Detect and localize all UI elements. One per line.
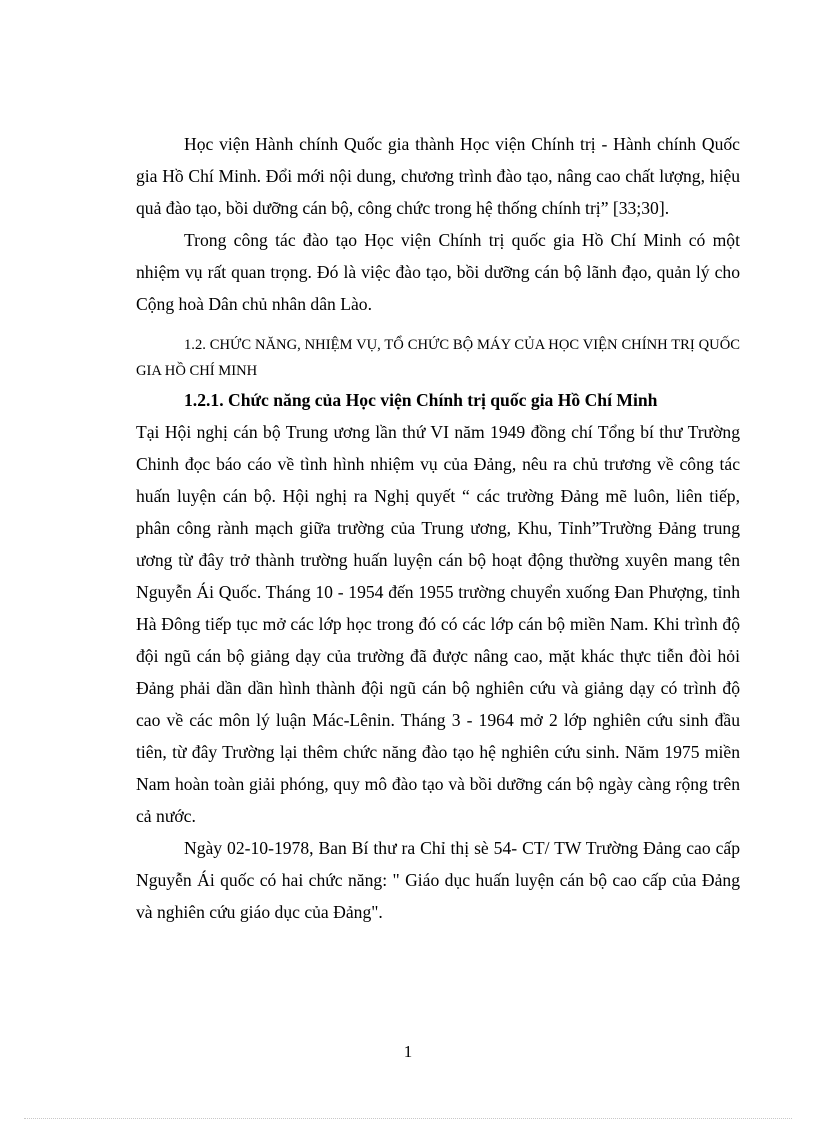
page-bottom-divider: [24, 1118, 792, 1119]
subsection-heading: 1.2.1. Chức năng của Học viện Chính trị quốc gia Hồ Chí Minh: [184, 390, 658, 410]
page-number: 1: [403, 1042, 413, 1061]
paragraph-intro-2: Trong công tác đào tạo Học viện Chính trị quốc gia Hồ Chí Minh có một nhiệm vụ rất quan trọng. Đó là việc đào tạo, bồi dưỡng cán bộ lãnh đạo, quản lý cho Cộng hoà Dân chủ nhân dân Lào.: [136, 230, 740, 314]
paragraph-history: Tại Hội nghị cán bộ Trung ương lần thứ VI năm 1949 đồng chí Tổng bí thư Trường Chinh đọc báo cáo về tình hình nhiệm vụ của Đảng, nêu ra chủ trương về công tác huấn luyện cán bộ. Hội nghị ra Nghị quyết “ các trường Đảng mẽ luôn, liên tiếp, phân công rành mạch giữa trường của Trung ương, Khu, Tỉnh”Trường Đảng trung ương từ đây trở thành trường huấn luyện cán bộ hoạt động thường xuyên mang tên Nguyễn Ái Quốc. Tháng 10 - 1954 đến 1955 trường chuyển xuống Đan Phượng, tỉnh Hà Đông tiếp tục mở các lớp học trong đó có các lớp cán bộ miền Nam. Khi trình độ đội ngũ cán bộ giảng dạy của trường đã được nâng cao, mặt khác thực tiễn đòi hỏi Đảng phải dần dần hình thành đội ngũ cán bộ nghiên cứu và giảng dạy có trình độ cao về các môn lý luận Mác-Lênin. Tháng 3 - 1964 mở 2 lớp nghiên cứu sinh đầu tiên, từ đây Trường lại thêm chức năng đào tạo hệ nghiên cứu sinh. Năm 1975 miền Nam hoàn toàn giải phóng, quy mô đào tạo và bồi dưỡng cán bộ ngày càng rộng trên cả nước.: [136, 422, 740, 826]
paragraph-directive: Ngày 02-10-1978, Ban Bí thư ra Chỉ thị sè 54- CT/ TW Trường Đảng cao cấp Nguyễn Ái quốc có hai chức năng: " Giáo dục huấn luyện cán bộ cao cấp của Đảng và nghiên cứu giáo dục của Đảng".: [136, 838, 740, 922]
section-heading: 1.2. CHỨC NĂNG, NHIỆM VỤ, TỔ CHỨC BỘ MÁY CỦA HỌC VIỆN CHÍNH TRỊ QUỐC GIA HỒ CHÍ MINH: [136, 337, 740, 379]
paragraph-intro-1: Học viện Hành chính Quốc gia thành Học viện Chính trị - Hành chính Quốc gia Hồ Chí Minh. Đổi mới nội dung, chương trình đào tạo, nâng cao chất lượng, hiệu quả đào tạo, bồi dưỡng cán bộ, công chức trong hệ thống chính trị” [33;30].: [136, 134, 740, 218]
